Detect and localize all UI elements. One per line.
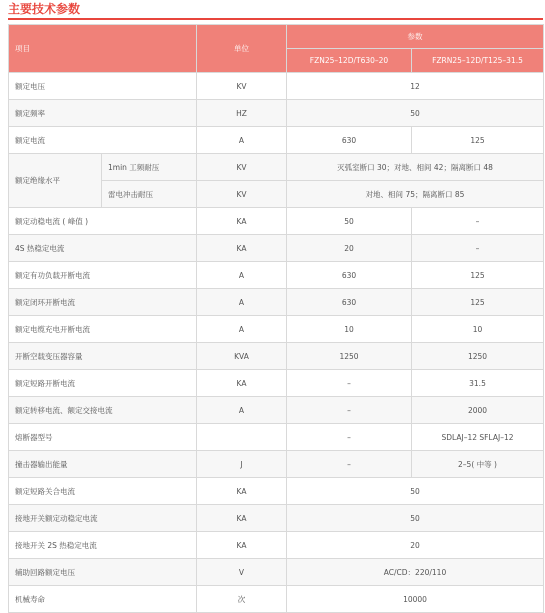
- row-sub-name: 雷电冲击耐压: [102, 181, 197, 208]
- row-unit: HZ: [197, 100, 287, 127]
- row-unit: 次: [197, 586, 287, 613]
- row-value-1: –: [287, 370, 412, 397]
- row-unit: KA: [197, 370, 287, 397]
- table-row: [9, 478, 544, 505]
- row-unit: KA: [197, 208, 287, 235]
- row-unit: A: [197, 262, 287, 289]
- row-value-1: 50: [287, 208, 412, 235]
- row-sub-name: 1min 工频耐压: [102, 154, 197, 181]
- row-value-2: 1250: [412, 343, 544, 370]
- row-name: 额定频率: [9, 100, 197, 127]
- row-unit: KA: [197, 505, 287, 532]
- row-value: AC/CD：220/110: [287, 559, 544, 586]
- row-name: 额定电缆充电开断电流: [9, 316, 197, 343]
- row-name: 额定有功负载开断电流: [9, 262, 197, 289]
- table-row: [9, 586, 544, 613]
- row-unit: A: [197, 316, 287, 343]
- table-row: [9, 424, 544, 451]
- table-row: [9, 343, 544, 370]
- header-model-1: FZN25–12D/T630–20: [287, 49, 412, 73]
- table-row: [9, 451, 544, 478]
- row-value-2: 31.5: [412, 370, 544, 397]
- row-name: 辅助回路额定电压: [9, 559, 197, 586]
- row-name: 额定短路开断电流: [9, 370, 197, 397]
- row-value-1: 1250: [287, 343, 412, 370]
- table-row: [9, 262, 544, 289]
- row-value: 20: [287, 532, 544, 559]
- row-name: 额定闭环开断电流: [9, 289, 197, 316]
- row-value-1: –: [287, 397, 412, 424]
- row-unit: A: [197, 397, 287, 424]
- table-row: [9, 100, 544, 127]
- row-value-1: –: [287, 451, 412, 478]
- row-value-2: SDLAJ–12 SFLAJ–12: [412, 424, 544, 451]
- row-name: 额定动稳电流 ( 峰值 ): [9, 208, 197, 235]
- table-row: [9, 532, 544, 559]
- row-value-1: 20: [287, 235, 412, 262]
- row-name: 接地开关 2S 热稳定电流: [9, 532, 197, 559]
- table-row: [9, 370, 544, 397]
- row-unit: A: [197, 127, 287, 154]
- table-row: [9, 208, 544, 235]
- row-name: 撞击器输出能量: [9, 451, 197, 478]
- row-unit: KA: [197, 478, 287, 505]
- row-unit: A: [197, 289, 287, 316]
- table-row: [9, 73, 544, 100]
- row-name: 熔断器型号: [9, 424, 197, 451]
- row-value: 50: [287, 100, 544, 127]
- table-row: [9, 316, 544, 343]
- row-value-1: 630: [287, 262, 412, 289]
- row-unit: KV: [197, 154, 287, 181]
- row-value-1: –: [287, 424, 412, 451]
- row-unit: KV: [197, 181, 287, 208]
- row-name: 4S 热稳定电流: [9, 235, 197, 262]
- row-value-2: 125: [412, 262, 544, 289]
- table-row: [9, 505, 544, 532]
- row-value-1: 630: [287, 289, 412, 316]
- row-unit: KA: [197, 235, 287, 262]
- row-unit: KVA: [197, 343, 287, 370]
- row-name: 额定短路关合电流: [9, 478, 197, 505]
- row-value-2: 10: [412, 316, 544, 343]
- row-value-2: –: [412, 208, 544, 235]
- header-unit: 单位: [197, 25, 287, 73]
- row-name: 额定电压: [9, 73, 197, 100]
- row-value-2: 125: [412, 289, 544, 316]
- table-row: [9, 397, 544, 424]
- row-value-2: 2000: [412, 397, 544, 424]
- header-params: 参数: [287, 25, 544, 49]
- table-row: [9, 127, 544, 154]
- row-value-1: 10: [287, 316, 412, 343]
- title-underline: [8, 18, 543, 20]
- row-value: 10000: [287, 586, 544, 613]
- row-value: 对地、相间 75；隔离断口 85: [287, 181, 544, 208]
- table-row: [9, 289, 544, 316]
- row-unit: J: [197, 451, 287, 478]
- row-unit: KA: [197, 532, 287, 559]
- table-row: [9, 559, 544, 586]
- row-value: 50: [287, 505, 544, 532]
- header-item: 项目: [9, 25, 197, 73]
- row-value: 灭弧室断口 30；对地、相间 42；隔离断口 48: [287, 154, 544, 181]
- header-model-2: FZRN25–12D/T125–31.5: [412, 49, 544, 73]
- row-name: 额定电流: [9, 127, 197, 154]
- row-value-2: 2–5( 中等 ): [412, 451, 544, 478]
- row-value: 12: [287, 73, 544, 100]
- row-group-name: 额定绝缘水平: [9, 154, 102, 208]
- row-unit: V: [197, 559, 287, 586]
- row-name: 额定转移电流、额定交接电流: [9, 397, 197, 424]
- row-value-1: 630: [287, 127, 412, 154]
- row-name: 机械寿命: [9, 586, 197, 613]
- row-name: 接地开关额定动稳定电流: [9, 505, 197, 532]
- table-row: [9, 235, 544, 262]
- row-value-2: –: [412, 235, 544, 262]
- row-unit: [197, 424, 287, 451]
- spec-table: [8, 24, 544, 613]
- row-unit: KV: [197, 73, 287, 100]
- row-name: 开断空载变压器容量: [9, 343, 197, 370]
- row-value: 50: [287, 478, 544, 505]
- section-title: 主要技术参数: [8, 2, 81, 16]
- row-value-2: 125: [412, 127, 544, 154]
- table-row: [9, 154, 544, 181]
